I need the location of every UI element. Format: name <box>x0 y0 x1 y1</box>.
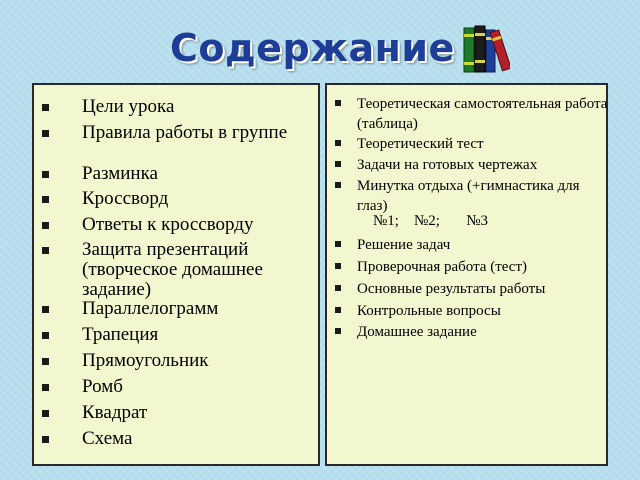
list-item-label: Минутка отдыха (+гимнастика для глаз) <box>357 178 580 214</box>
bullet-icon <box>335 140 341 146</box>
list-item-label: Ответы к кроссворду <box>82 214 254 235</box>
bullet-icon <box>335 161 341 167</box>
bullet-icon <box>335 285 341 291</box>
list-item-label: Правила работы в группе <box>82 122 288 143</box>
list-item-label: Трапеция <box>82 324 159 345</box>
bullet-icon <box>42 171 49 178</box>
list-item-label: Защита презентаций (творческое домашнее задание) <box>82 239 263 300</box>
list-item-label: Домашнее задание <box>357 324 477 340</box>
list-item[interactable] <box>357 301 609 321</box>
books-icon <box>462 24 510 74</box>
list-item[interactable] <box>82 123 314 143</box>
list-item[interactable] <box>82 351 314 371</box>
list-item-label: Прямоугольник <box>82 350 209 371</box>
bullet-icon <box>335 307 341 313</box>
bullet-icon <box>42 306 49 313</box>
list-item-label: Теоретический тест <box>357 136 484 152</box>
list-item[interactable] <box>82 429 314 449</box>
list-item[interactable] <box>82 240 314 300</box>
list-item[interactable] <box>82 164 314 184</box>
list-item[interactable] <box>357 94 609 134</box>
gymnastics-numbers: №1; №2; №3 <box>373 213 489 229</box>
bullet-icon <box>42 384 49 391</box>
list-item-label: Решение задач <box>357 237 451 253</box>
bullet-icon <box>42 247 49 254</box>
list-item[interactable] <box>357 235 609 255</box>
left-contents-panel <box>32 83 320 466</box>
slide-title: Содержание <box>170 26 455 70</box>
bullet-icon <box>42 332 49 339</box>
list-item-label: Схема <box>82 428 133 449</box>
bullet-icon <box>335 100 341 106</box>
bullet-icon <box>335 182 341 188</box>
list-item[interactable] <box>82 97 314 117</box>
list-item-label: Основные результаты работы <box>357 281 546 297</box>
list-item[interactable] <box>82 377 314 397</box>
list-item[interactable] <box>82 189 314 209</box>
list-item[interactable] <box>357 279 609 299</box>
list-item[interactable] <box>357 257 609 277</box>
list-item-label: Ромб <box>82 376 123 397</box>
list-item-label: Кроссворд <box>82 188 169 209</box>
list-item[interactable] <box>82 325 314 345</box>
list-item-label: Проверочная работа (тест) <box>357 259 528 275</box>
bullet-icon <box>335 263 341 269</box>
list-item[interactable] <box>357 176 609 216</box>
bullet-icon <box>335 241 341 247</box>
bullet-icon <box>42 104 49 111</box>
list-item[interactable] <box>82 215 314 235</box>
list-item-label: Квадрат <box>82 402 148 423</box>
list-item-label: Контрольные вопросы <box>357 303 501 319</box>
bullet-icon <box>42 436 49 443</box>
bullet-icon <box>42 222 49 229</box>
bullet-icon <box>42 410 49 417</box>
list-item[interactable] <box>357 322 609 342</box>
bullet-icon <box>42 130 49 137</box>
list-item[interactable] <box>357 155 609 175</box>
bullet-icon <box>42 358 49 365</box>
bullet-icon <box>42 196 49 203</box>
bullet-icon <box>335 328 341 334</box>
list-item-label: Разминка <box>82 163 158 184</box>
list-item[interactable] <box>82 403 314 423</box>
list-item[interactable] <box>82 299 314 319</box>
list-item[interactable] <box>357 134 609 154</box>
list-item-label: Параллелограмм <box>82 298 219 319</box>
list-item-label: Теоретическая самостоятельная работа (таблица) <box>357 96 608 132</box>
list-item-label: Задачи на готовых чертежах <box>357 157 538 173</box>
list-item-label: Цели урока <box>82 96 175 117</box>
right-contents-panel <box>325 83 608 466</box>
